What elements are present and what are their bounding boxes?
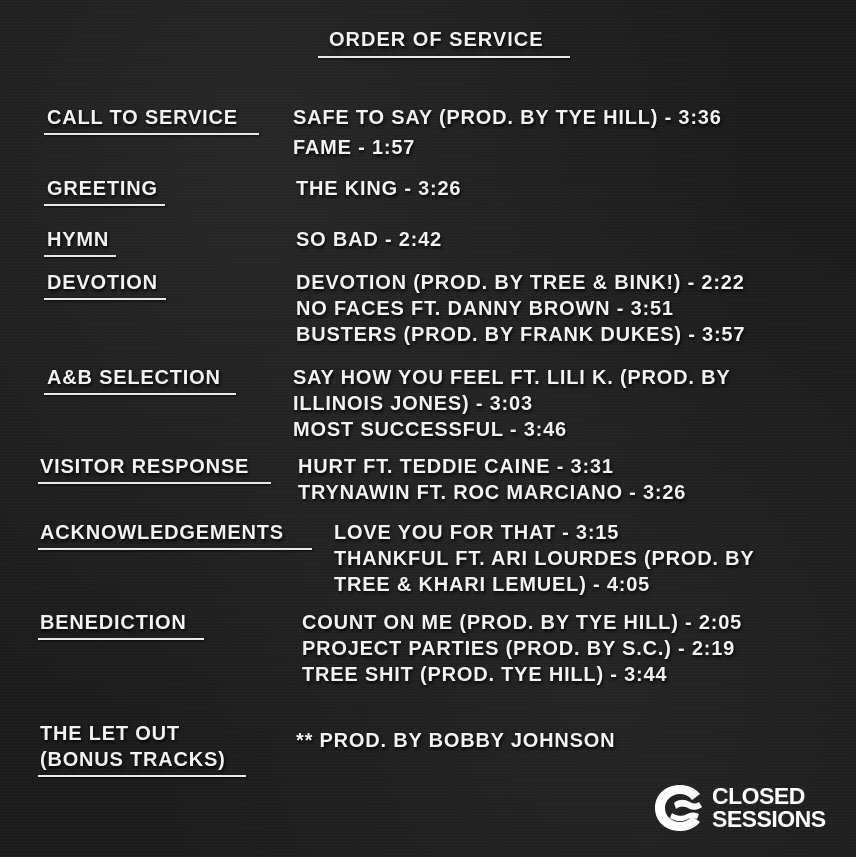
section-underline bbox=[38, 775, 246, 777]
track-line: COUNT ON ME (PROD. BY TYE HILL) - 2:05 bbox=[302, 612, 743, 634]
page-title: ORDER OF SERVICE bbox=[329, 29, 544, 51]
section-label-the-let-out: THE LET OUT bbox=[40, 723, 180, 745]
section-label-acknowledgements: ACKNOWLEDGEMENTS bbox=[40, 522, 284, 544]
closed-sessions-logo bbox=[652, 781, 832, 835]
track-line: LOVE YOU FOR THAT - 3:15 bbox=[334, 522, 620, 544]
track-line: FAME - 1:57 bbox=[293, 137, 416, 159]
section-label-hymn: HYMN bbox=[47, 229, 110, 251]
track-line: THE KING - 3:26 bbox=[296, 178, 462, 200]
track-line: SO BAD - 2:42 bbox=[296, 229, 442, 251]
logo-line-sessions: SESSIONS bbox=[712, 806, 826, 832]
track-line: NO FACES FT. DANNY BROWN - 3:51 bbox=[296, 298, 674, 320]
track-line: BUSTERS (PROD. BY FRANK DUKES) - 3:57 bbox=[296, 324, 746, 346]
track-line: PROJECT PARTIES (PROD. BY S.C.) - 2:19 bbox=[302, 638, 736, 660]
section-label-visitor-response: VISITOR RESPONSE bbox=[40, 456, 250, 478]
track-line: SAY HOW YOU FEEL FT. LILI K. (PROD. BY bbox=[293, 367, 731, 389]
track-line: THANKFUL FT. ARI LOURDES (PROD. BY bbox=[334, 548, 755, 570]
section-label-greeting: GREETING bbox=[47, 178, 158, 200]
track-line: ILLINOIS JONES) - 3:03 bbox=[293, 393, 533, 415]
section-underline bbox=[38, 548, 312, 550]
track-line: TREE SHIT (PROD. TYE HILL) - 3:44 bbox=[302, 664, 668, 686]
section-label-call-to-service: CALL TO SERVICE bbox=[47, 107, 238, 129]
section-label-ab-selection: A&B SELECTION bbox=[47, 367, 221, 389]
track-line: TREE & KHARI LEMUEL) - 4:05 bbox=[334, 574, 651, 596]
track-line: DEVOTION (PROD. BY TREE & BINK!) - 2:22 bbox=[296, 272, 745, 294]
track-line: SAFE TO SAY (PROD. BY TYE HILL) - 3:36 bbox=[293, 107, 722, 129]
section-underline bbox=[38, 638, 204, 640]
section-label-benediction: BENEDICTION bbox=[40, 612, 187, 634]
logo-line-closed: CLOSED bbox=[712, 783, 805, 809]
track-line: ** PROD. BY BOBBY JOHNSON bbox=[296, 730, 616, 752]
section-underline bbox=[38, 482, 271, 484]
track-line: TRYNAWIN FT. ROC MARCIANO - 3:26 bbox=[298, 482, 687, 504]
title-underline bbox=[318, 56, 570, 58]
section-label-bonus-tracks: (BONUS TRACKS) bbox=[40, 749, 226, 771]
track-line: MOST SUCCESSFUL - 3:46 bbox=[293, 419, 567, 441]
section-underline bbox=[44, 393, 236, 395]
section-underline bbox=[44, 298, 166, 300]
section-underline bbox=[44, 204, 165, 206]
closed-sessions-mark-icon bbox=[652, 781, 708, 835]
section-underline bbox=[44, 255, 116, 257]
section-underline bbox=[44, 133, 259, 135]
section-label-devotion: DEVOTION bbox=[47, 272, 158, 294]
track-line: HURT FT. TEDDIE CAINE - 3:31 bbox=[298, 456, 614, 478]
